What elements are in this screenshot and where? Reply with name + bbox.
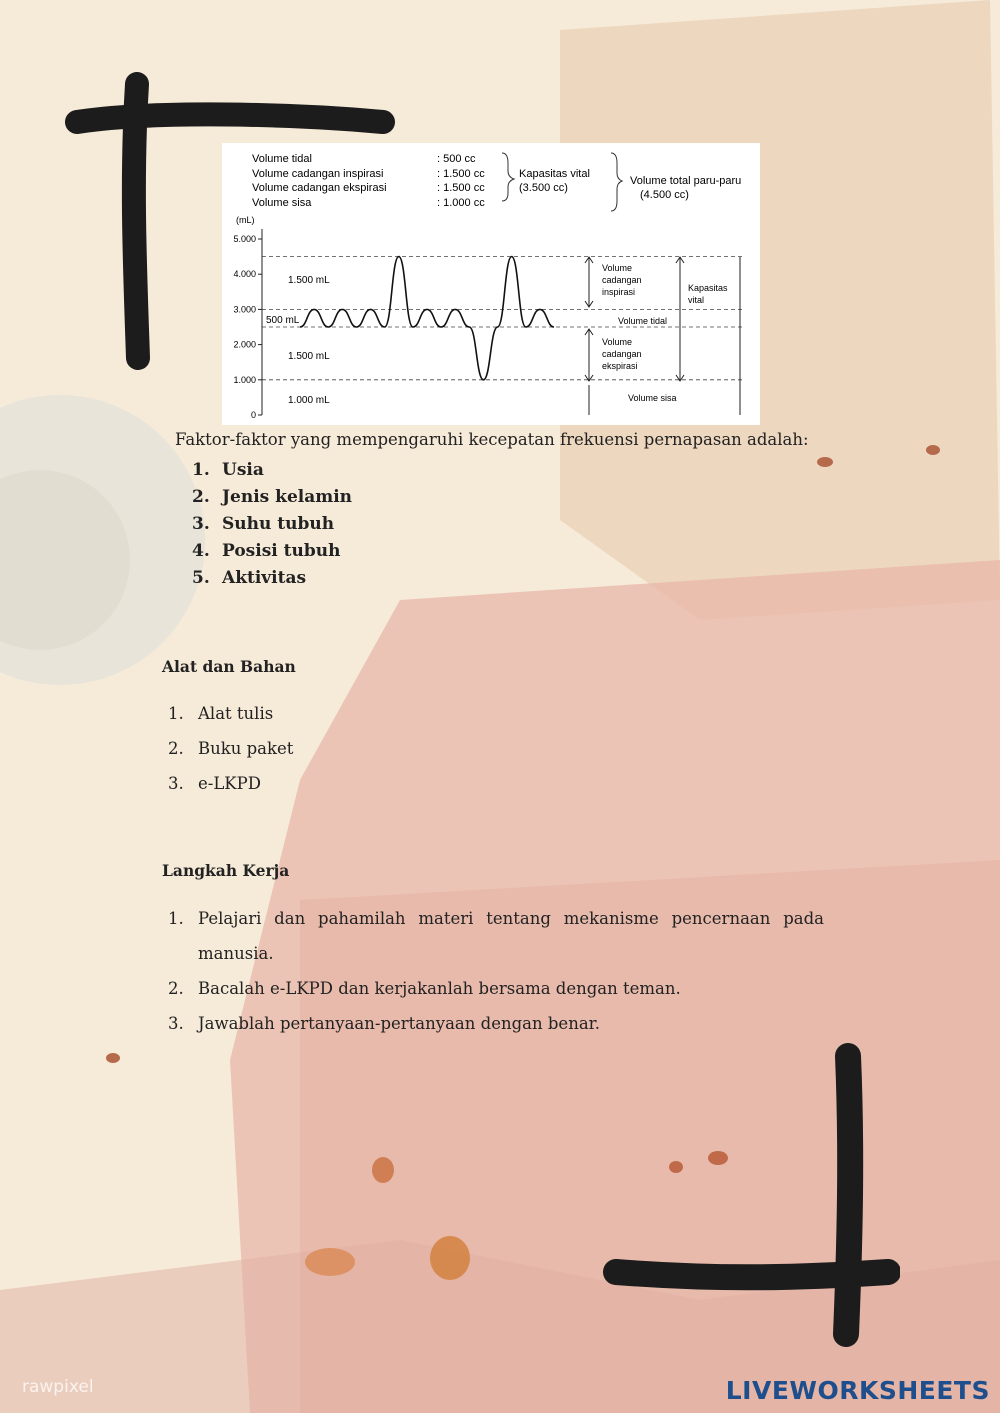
annot-inspirasi-1: Volume <box>602 263 633 273</box>
list-item: 1. Alat tulis <box>168 704 274 723</box>
y-tick-label: 5.000 <box>233 234 256 244</box>
legend-kapasitas-label: Kapasitas vital <box>519 168 590 180</box>
legend-label-inspirasi: Volume cadangan inspirasi <box>252 168 384 180</box>
y-tick-label: 2.000 <box>233 339 256 350</box>
brace-total <box>611 153 622 211</box>
y-tick-label: 1.000 <box>233 374 256 385</box>
list-item: 2. Bacalah e-LKPD dan kerjakanlah bersama dengan teman. <box>168 979 681 998</box>
legend-value-ekspirasi: : 1.500 cc <box>437 182 485 194</box>
annot-1500-top: 1.500 mL <box>288 275 330 286</box>
y-tick-label: 0 <box>250 410 256 420</box>
legend-value-inspirasi: : 1.500 cc <box>437 168 485 180</box>
y-tick-label: 3.000 <box>233 304 256 315</box>
legend-label-tidal: Volume tidal <box>252 153 312 165</box>
intro-text: Faktor-faktor yang mempengaruhi kecepatan frekuensi pernapasan adalah: <box>175 430 809 449</box>
brace-kapasitas <box>502 153 514 201</box>
annot-kapasitas-1: Kapasitas <box>688 283 728 293</box>
annot-ekspirasi-1: Volume <box>602 337 633 347</box>
annot-inspirasi-2: cadangan <box>602 275 642 285</box>
langkah-heading: Langkah Kerja <box>162 861 290 880</box>
list-item: 5. Aktivitas <box>192 568 307 588</box>
legend-value-sisa: : 1.000 cc <box>437 197 485 209</box>
brush-stroke-bottom-right <box>600 1040 900 1350</box>
annot-tidal: Volume tidal <box>618 316 668 326</box>
langkah-list <box>162 901 824 1041</box>
list-item: 4. Posisi tubuh <box>192 541 341 561</box>
legend-total-value: (4.500 cc) <box>640 189 689 201</box>
lung-volume-diagram <box>222 143 760 425</box>
legend-value-tidal: : 500 cc <box>437 153 476 165</box>
legend-label-sisa: Volume sisa <box>252 197 312 209</box>
y-axis-unit: (mL) <box>236 215 255 225</box>
annot-500: 500 mL <box>266 315 300 326</box>
annot-1500-bottom: 1.500 mL <box>288 351 330 362</box>
alat-list <box>162 696 293 801</box>
factor-list <box>192 457 352 592</box>
lung-volume-chart <box>222 143 760 425</box>
legend-total-label: Volume total paru-paru <box>630 175 742 187</box>
annot-ekspirasi-2: cadangan <box>602 349 642 359</box>
list-item: 2. Jenis kelamin <box>192 487 353 507</box>
annot-sisa: Volume sisa <box>628 393 677 403</box>
annot-ekspirasi-3: ekspirasi <box>602 361 638 371</box>
breathing-curve <box>300 257 554 380</box>
list-item: 3. e-LKPD <box>168 774 261 793</box>
list-item: 3. Jawablah pertanyaan-pertanyaan dengan benar. <box>168 1014 600 1033</box>
list-item: 3. Suhu tubuh <box>192 514 335 534</box>
y-tick-label: 4.000 <box>233 269 256 280</box>
list-item: 1. Usia <box>192 460 264 480</box>
annot-kapasitas-2: vital <box>688 295 705 305</box>
legend-label-ekspirasi: Volume cadangan ekspirasi <box>252 182 387 194</box>
list-item: 1. Pelajari dan pahamilah materi tentang mekanisme pencernaan pada manusia. <box>168 909 824 963</box>
list-item: 2. Buku paket <box>168 739 294 758</box>
annot-inspirasi-3: inspirasi <box>602 287 636 297</box>
rawpixel-watermark: rawpixel <box>22 1377 94 1397</box>
annot-1000: 1.000 mL <box>288 395 330 406</box>
alat-heading: Alat dan Bahan <box>162 657 296 676</box>
liveworksheets-logo[interactable]: LIVEWORKSHEETS <box>725 1376 990 1405</box>
legend-kapasitas-value: (3.500 cc) <box>519 182 568 194</box>
